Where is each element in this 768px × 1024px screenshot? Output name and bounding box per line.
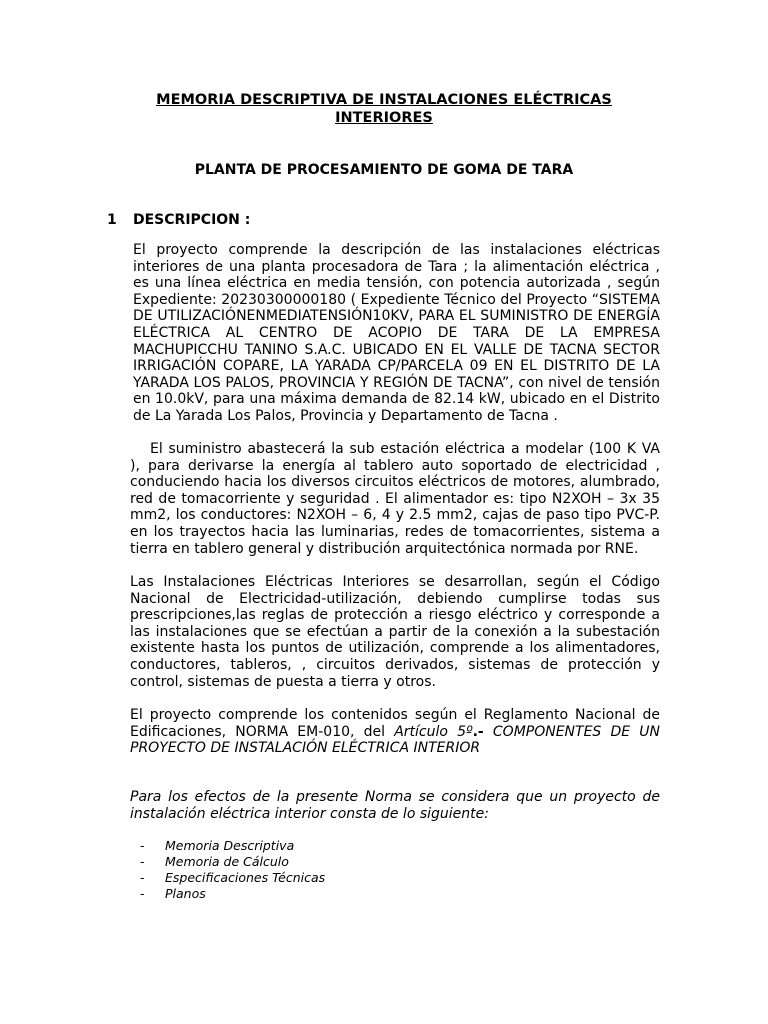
- document-title: [130, 91, 638, 127]
- paragraph-regulation-reference: [130, 707, 660, 757]
- components-list: [140, 838, 325, 902]
- paragraph-project-components-intro: Para los efectos de la presente Norma se considera que un proyecto de instalación eléctrica interior consta de lo siguiente:: [130, 789, 660, 822]
- paragraph-power-supply: El suministro abastecerá la sub estación eléctrica a modelar (100 K VA ), para derivarse la energía al tablero auto soportado de electricidad , conduciendo hacia los diversos circuitos eléctricos de motores, alumbrado, red de tomacorriente y seguridad . El alimentador es: tipo N2XOH – 3x 35 mm2, los conductores: N2XOH – 6, 4 y 2.5 mm2, cajas de paso tipo PVC-P. en los trayectos hacia las luminarias, redes de tomacorrientes, sistema a tierra en tablero general y distribución arquitectónica normada por RNE.: [130, 441, 660, 557]
- article-reference: Artículo 5º: [394, 723, 473, 740]
- article-separator: .-: [472, 723, 484, 740]
- document-title-line-1: MEMORIA DESCRIPTIVA DE INSTALACIONES ELÉCTRICAS: [156, 92, 612, 108]
- list-item-text: Especificaciones Técnicas: [165, 870, 326, 885]
- list-bullet-dash: -: [140, 870, 145, 885]
- list-bullet-dash: -: [140, 886, 145, 901]
- section-number: 1: [107, 212, 117, 228]
- document-title-line-2: INTERIORES: [335, 110, 433, 126]
- paragraph-interior-installations: Las Instalaciones Eléctricas Interiores se desarrollan, según el Código Nacional de Electricidad-utilización, debiendo cumplirse todas sus prescripciones,las reglas de protección a riesgo eléctrico y corresponde a las instalaciones que se efectúan a partir de la conexión a la subestación existente hasta los puntos de utilización, comprende a los alimentadores, conductores, tableros, , circuitos derivados, sistemas de protección y control, sistemas de puesta a tierra y otros.: [130, 574, 660, 690]
- article-title: COMPONENTES DE UN PROYECTO DE INSTALACIÓN ELÉCTRICA INTERIOR: [130, 723, 660, 757]
- document-subtitle: PLANTA DE PROCESAMIENTO DE GOMA DE TARA: [194, 162, 574, 178]
- list-item: [140, 854, 325, 870]
- list-item-text: Planos: [165, 886, 206, 901]
- list-item-text: Memoria Descriptiva: [165, 838, 295, 853]
- list-bullet-dash: -: [140, 854, 145, 869]
- list-bullet-dash: -: [140, 838, 145, 853]
- regulation-text: El proyecto comprende los contenidos según el Reglamento Nacional de Edificaciones, NORMA EM-010, del: [130, 707, 660, 740]
- list-item: [140, 886, 325, 902]
- list-item: [140, 870, 325, 886]
- paragraph-project-description: El proyecto comprende la descripción de las instalaciones eléctricas interiores de una planta procesadora de Tara ; la alimentación eléctrica , es una línea eléctrica en media tensión, con potencia autorizada , según Expediente: 20230300000180 ( Expediente Técnico del Proyecto “SISTEMA DE UTILIZACIÓNENMEDIATENSIÓN10KV, PARA EL SUMINISTRO DE ENERGÍA ELÉCTRICA AL CENTRO DE ACOPIO DE TARA DE LA EMPRESA MACHUPICCHU TANINO S.A.C. UBICADO EN EL VALLE DE TACNA SECTOR IRRIGACIÓN COPARE, LA YARADA CP/PARCELA 09 EN EL DISTRITO DE LA YARADA LOS PALOS, PROVINCIA Y REGIÓN DE TACNA”, con nivel de tensión en 10.0kV, para una máxima demanda de 82.14 kW, ubicado en el Distrito de La Yarada Los Palos, Provincia y Departamento de Tacna .: [133, 242, 660, 424]
- list-item: [140, 838, 325, 854]
- list-item-text: Memoria de Cálculo: [165, 854, 289, 869]
- section-title: DESCRIPCION :: [133, 212, 251, 228]
